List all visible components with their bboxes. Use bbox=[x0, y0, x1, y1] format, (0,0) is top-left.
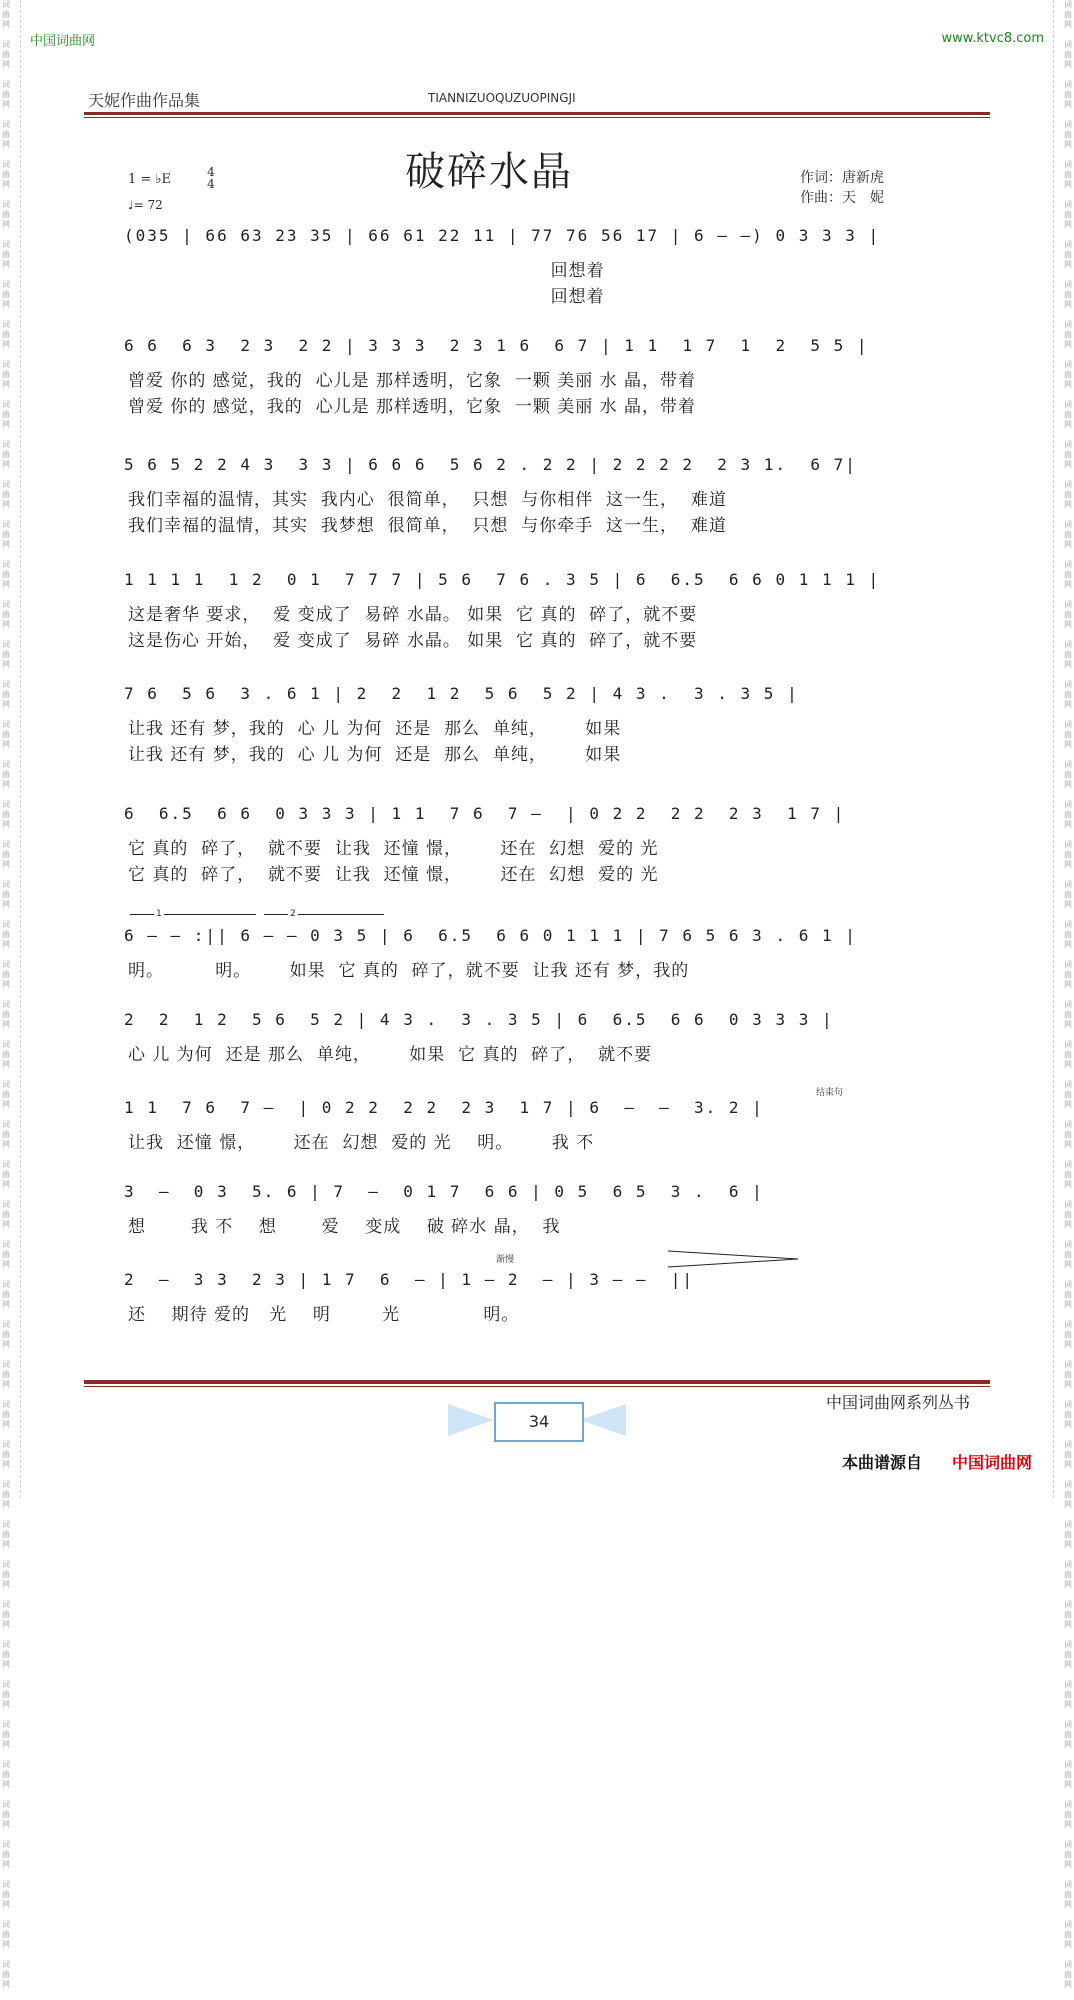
score-row bbox=[0, 226, 1074, 306]
lyric-line-1: 明。 明。 如果 它 真的 碎了，就不要 让我 还有 梦，我的 bbox=[128, 961, 690, 981]
side-watermark-text: 词 曲 网 词 曲 网 词 曲 网 词 曲 网 词 曲 网 词 曲 网 词 曲 网 词 曲 网 词 曲 网 词 曲 网 词 曲 网 词 曲 网 词 曲 网 词 曲 网 词 曲 网 词 曲 网 词 曲 网 词 曲 网 词 曲 网 词 曲 网 词 曲 网 词 曲 网 词 曲 网 词 曲 网 词 曲 网 词 曲 网 词 曲 网 词 曲 网 词 曲 网 词 曲 网 词 曲 网 词 曲 网 词 曲 网 词 曲 网 词 曲 网 词 曲 网 词 曲 网 词 曲 网 词 曲 网 词 曲 网 词 曲 网 词 曲 网 词 曲 网 词 曲 网 词 曲 网 词 曲 网 词 曲 网 词 曲 网 词 曲 网 词 曲 网 bbox=[1064, 0, 1072, 1989]
ending-phrase-mark: 结束句 bbox=[816, 1088, 844, 1098]
time-signature bbox=[204, 166, 218, 190]
lyric-line-1: 它 真的 碎了， 就不要 让我 还憧 憬， 还在 幻想 爱的 光 bbox=[128, 839, 659, 859]
tempo-marking: ♩= 72 bbox=[128, 198, 163, 212]
notation-line: 6 6.5 6 6 0 3 3 3 | 1 1 7 6 7 — | 0 2 2 2 2 2 3 1 7 | bbox=[124, 804, 846, 823]
notation-line: 2 — 3 3 2 3 | 1 7 6 — | 1 — 2 — | 3 — — || bbox=[124, 1270, 695, 1289]
notation-line: 1 1 7 6 7 — | 0 2 2 2 2 2 3 1 7 | 6 — — 3. 2 | bbox=[124, 1098, 764, 1117]
lyric-line-1: 还 期待 爱的 光 明 光 明。 bbox=[128, 1305, 520, 1325]
footer-rule bbox=[84, 1380, 990, 1384]
lyric-line-1: 心 儿 为何 还是 那么 单纯， 如果 它 真的 碎了， 就不要 bbox=[128, 1045, 653, 1065]
notation-line: 7 6 5 6 3 . 6 1 | 2 2 1 2 5 6 5 2 | 4 3 . 3 . 3 5 | bbox=[124, 684, 799, 703]
hairpin-line bbox=[668, 1251, 798, 1259]
volta-bracket-1 bbox=[130, 909, 256, 923]
volta-number: 1 bbox=[156, 909, 162, 919]
score-row bbox=[0, 684, 1074, 764]
score-row bbox=[0, 1182, 1074, 1262]
volta-bracket-2 bbox=[264, 909, 384, 923]
credits bbox=[800, 168, 884, 208]
lyric-line-1: 让我 还憧 憬， 还在 幻想 爱的 光 明。 我 不 bbox=[128, 1133, 595, 1153]
time-signature-top: 4 bbox=[207, 165, 215, 179]
source-label: 本曲谱源自 bbox=[842, 1453, 923, 1472]
score-row bbox=[0, 570, 1074, 650]
lyric-line-1: 回想着 bbox=[128, 261, 605, 281]
notation-line: 1 1 1 1 1 2 0 1 7 7 7 | 5 6 7 6 . 3 5 | 6 6.5 6 6 0 1 1 1 | bbox=[124, 570, 881, 589]
ritardando-mark: 渐慢 bbox=[496, 1255, 515, 1265]
lyric-line-1: 让我 还有 梦，我的 心 儿 为何 还是 那么 单纯， 如果 bbox=[128, 719, 622, 739]
notation-line: 6 6 6 3 2 3 2 2 | 3 3 3 2 3 1 6 6 7 | 1 1 1 7 1 2 5 5 | bbox=[124, 336, 869, 355]
score-row bbox=[0, 455, 1074, 535]
score-row bbox=[0, 1098, 1074, 1178]
collection-title: 天妮作曲作品集 bbox=[88, 91, 201, 110]
lyricist: 作词：唐新虎 bbox=[800, 170, 884, 186]
notation-line: (035 | 66 63 23 35 | 66 61 22 11 | 77 76 56 17 | 6 — —) 0 3 3 3 | bbox=[124, 226, 881, 245]
song-title: 破碎水晶 bbox=[405, 149, 573, 195]
footer-rule-thin bbox=[84, 1386, 990, 1387]
side-watermark-text: 词 曲 网 词 曲 网 词 曲 网 词 曲 网 词 曲 网 词 曲 网 词 曲 网 词 曲 网 词 曲 网 词 曲 网 词 曲 网 词 曲 网 词 曲 网 词 曲 网 词 曲 网 词 曲 网 词 曲 网 词 曲 网 词 曲 网 词 曲 网 词 曲 网 词 曲 网 词 曲 网 词 曲 网 词 曲 网 词 曲 网 词 曲 网 词 曲 网 词 曲 网 词 曲 网 词 曲 网 词 曲 网 词 曲 网 词 曲 网 词 曲 网 词 曲 网 词 曲 网 词 曲 网 词 曲 网 词 曲 网 词 曲 网 词 曲 网 词 曲 网 词 曲 网 词 曲 网 词 曲 网 词 曲 网 词 曲 网 词 曲 网 词 曲 网 bbox=[2, 0, 10, 1989]
lyric-line-2: 让我 还有 梦，我的 心 儿 为何 还是 那么 单纯， 如果 bbox=[128, 745, 622, 765]
source-brand-link[interactable]: 中国词曲网 bbox=[952, 1453, 1033, 1472]
lyric-line-2: 回想着 bbox=[128, 287, 605, 307]
notation-line: 3 — 0 3 5. 6 | 7 — 0 1 7 6 6 | 0 5 6 5 3 . 6 | bbox=[124, 1182, 764, 1201]
notation-line: 5 6 5 2 2 4 3 3 3 | 6 6 6 5 6 2 . 2 2 | 2 2 2 2 2 3 1. 6 7| bbox=[124, 455, 857, 474]
lyric-line-1: 我们幸福的温情，其实 我内心 很简单， 只想 与你相伴 这一生， 难道 bbox=[128, 490, 727, 510]
notation-line: 6 — — :|| 6 — — 0 3 5 | 6 6.5 6 6 0 1 1 1 | 7 6 5 6 3 . 6 1 | bbox=[124, 926, 857, 945]
lyric-line-2: 我们幸福的温情，其实 我梦想 很简单， 只想 与你牵手 这一生， 难道 bbox=[128, 516, 727, 536]
volta-number: 2 bbox=[290, 909, 296, 919]
page-ribbon-left bbox=[448, 1404, 494, 1436]
score-row bbox=[0, 926, 1074, 1006]
lyric-line-1: 想 我 不 想 爱 变成 破 碎水 晶， 我 bbox=[128, 1217, 561, 1237]
decrescendo-hairpin bbox=[668, 1250, 800, 1268]
score-row bbox=[0, 1010, 1074, 1090]
score-row bbox=[0, 336, 1074, 416]
time-signature-bottom: 4 bbox=[207, 177, 215, 191]
site-watermark-left[interactable]: 中国词曲网 bbox=[30, 34, 96, 49]
lyric-line-1: 曾爱 你的 感觉，我的 心儿是 那样透明，它象 一颗 美丽 水 晶，带着 bbox=[128, 371, 697, 391]
lyric-line-1: 这是奢华 要求， 爱 变成了 易碎 水晶。 如果 它 真的 碎了，就不要 bbox=[128, 605, 698, 625]
series-name: 中国词曲网系列丛书 bbox=[826, 1393, 971, 1412]
collection-pinyin: TIANNIZUOQUZUOPINGJI bbox=[428, 91, 576, 105]
score-row bbox=[0, 1270, 1074, 1350]
hairpin-line bbox=[668, 1259, 798, 1267]
key-signature: 1 = ♭E bbox=[128, 172, 172, 187]
page-ribbon-right bbox=[580, 1404, 626, 1436]
page-number: 34 bbox=[494, 1402, 584, 1442]
score-row bbox=[0, 804, 1074, 884]
notation-line: 2 2 1 2 5 6 5 2 | 4 3 . 3 . 3 5 | 6 6.5 6 6 0 3 3 3 | bbox=[124, 1010, 834, 1029]
header-rule-thin bbox=[84, 117, 990, 118]
lyric-line-2: 它 真的 碎了， 就不要 让我 还憧 憬， 还在 幻想 爱的 光 bbox=[128, 865, 659, 885]
lyric-line-2: 曾爱 你的 感觉，我的 心儿是 那样透明，它象 一颗 美丽 水 晶，带着 bbox=[128, 397, 697, 417]
header-rule bbox=[84, 112, 990, 115]
lyric-line-2: 这是伤心 开始， 爱 变成了 易碎 水晶。 如果 它 真的 碎了，就不要 bbox=[128, 631, 698, 651]
composer: 作曲：天 妮 bbox=[800, 190, 884, 206]
site-watermark-right[interactable]: www.ktvc8.com bbox=[941, 31, 1044, 46]
